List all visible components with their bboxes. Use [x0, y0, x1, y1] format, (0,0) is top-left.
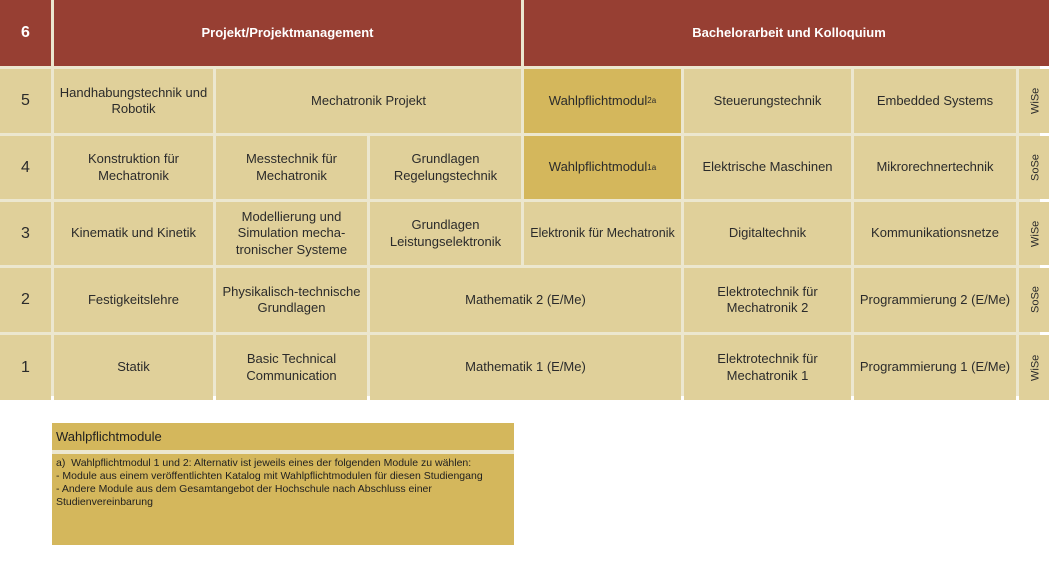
- module-handhabungstechnik: Handhabungstechnik und Robotik: [54, 69, 213, 133]
- legend-line-catalog: - Module aus einem veröffentlichten Katalog mit Wahlpflichtmodulen für diesen Studiengang: [56, 470, 483, 482]
- module-basic-technical-communication: Basic Technical Communication: [216, 335, 367, 400]
- module-kinematik: Kinematik und Kinetik: [54, 202, 213, 265]
- legend-line-other: - Andere Module aus dem Gesamtangebot der Hochschule nach Abschluss einer Studienvereinbarung: [56, 483, 435, 508]
- module-digitaltechnik: Digitaltechnik: [684, 202, 851, 265]
- semester-4-term: SoSe: [1019, 136, 1049, 199]
- module-festigkeitslehre: Festigkeitslehre: [54, 268, 213, 332]
- semester-5-number: 5: [0, 69, 51, 133]
- semester-1-term: WiSe: [1019, 335, 1049, 400]
- module-mechatronik-projekt: Mechatronik Projekt: [216, 69, 521, 133]
- module-regelungstechnik: Grundlagen Regelungstechnik: [370, 136, 521, 199]
- legend-body: [52, 454, 514, 512]
- module-leistungselektronik: Grundlagen Leistungselektronik: [370, 202, 521, 265]
- module-statik: Statik: [54, 335, 213, 400]
- module-elektronik: Elektronik für Mechatronik: [524, 202, 681, 265]
- semester-4-number: 4: [0, 136, 51, 199]
- module-elektrotechnik-2: Elektrotechnik für Mechatronik 2: [684, 268, 851, 332]
- module-programmierung-1: Programmierung 1 (E/Me): [854, 335, 1016, 400]
- semester-2-term: SoSe: [1019, 268, 1049, 332]
- module-physik-grundlagen: Physikalisch-technische Grundlagen: [216, 268, 367, 332]
- legend-line-a: a) Wahlpflichtmodul 1 und 2: Alternativ ist jeweils eines der folgenden Module zu wählen:: [56, 457, 472, 469]
- module-mikrorechnertechnik: Mikrorechnertechnik: [854, 136, 1016, 199]
- semester-3-number: 3: [0, 202, 51, 265]
- module-wahlpflicht-1: Wahlpflichtmodul 1a: [524, 136, 681, 199]
- semester-6-number: 6: [0, 0, 51, 66]
- module-mathematik-2: Mathematik 2 (E/Me): [370, 268, 681, 332]
- module-elektrische-maschinen: Elektrische Maschinen: [684, 136, 851, 199]
- module-elektrotechnik-1: Elektrotechnik für Mechatronik 1: [684, 335, 851, 400]
- legend-box: [52, 423, 514, 545]
- module-steuerungstechnik: Steuerungstechnik: [684, 69, 851, 133]
- module-kommunikationsnetze: Kommunikationsnetze: [854, 202, 1016, 265]
- module-messtechnik: Messtechnik für Mechatronik: [216, 136, 367, 199]
- module-projektmanagement: Projekt/Projektmanagement: [54, 0, 521, 66]
- module-bachelorarbeit: Bachelorarbeit und Kolloquium: [524, 0, 1049, 66]
- module-programmierung-2: Programmierung 2 (E/Me): [854, 268, 1016, 332]
- legend-title: Wahlpflichtmodule: [52, 423, 514, 454]
- semester-3-term: WiSe: [1019, 202, 1049, 265]
- module-mathematik-1: Mathematik 1 (E/Me): [370, 335, 681, 400]
- semester-5-term: WiSe: [1019, 69, 1049, 133]
- module-embedded-systems: Embedded Systems: [854, 69, 1016, 133]
- module-konstruktion: Konstruktion für Mechatronik: [54, 136, 213, 199]
- semester-1-number: 1: [0, 335, 51, 400]
- semester-2-number: 2: [0, 268, 51, 332]
- wahlpflicht-1-label: Wahlpflichtmodul: [548, 159, 648, 175]
- wahlpflicht-2-label: Wahlpflichtmodul: [548, 92, 648, 108]
- module-wahlpflicht-2: Wahlpflichtmodul 2a: [524, 69, 681, 133]
- module-modellierung: Modellierung und Simulation mecha-tronischer Systeme: [216, 202, 367, 265]
